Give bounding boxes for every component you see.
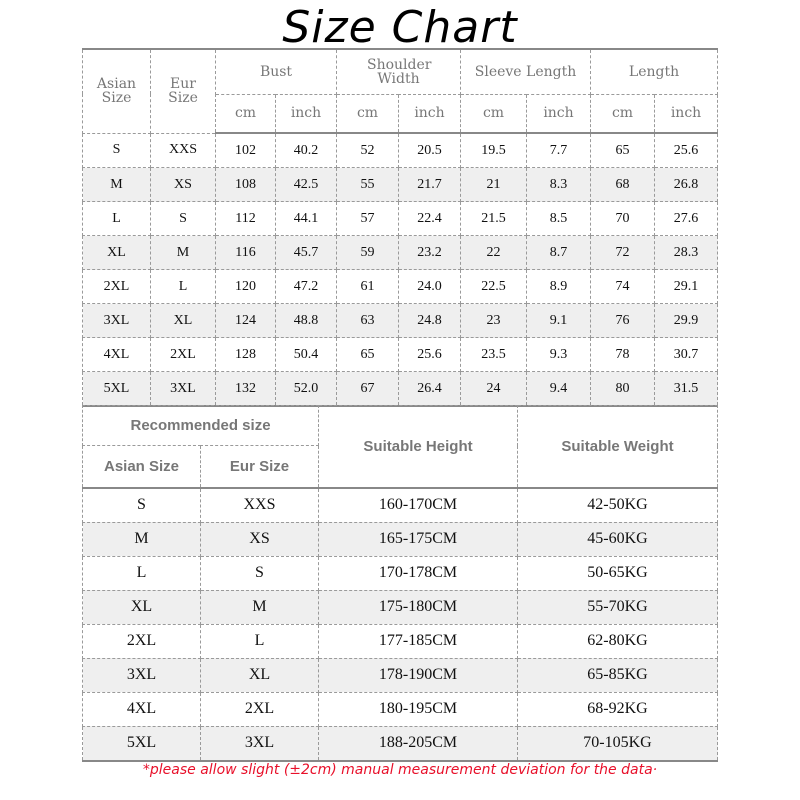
header-cm: cm (461, 94, 527, 133)
header-cm: cm (337, 94, 399, 133)
asian-size-cell: 2XL (83, 270, 151, 304)
asian-size-cell: 3XL (83, 658, 201, 692)
header-inch: inch (655, 94, 718, 133)
header-recommended-size: Recommended size (83, 406, 319, 446)
suitable-weight-cell: 42-50KG (518, 488, 718, 523)
header-asian-size: Asian Size (83, 49, 151, 133)
eur-size-cell: XS (151, 168, 216, 202)
asian-size-cell: 5XL (83, 726, 201, 761)
shoulder-cm-cell: 67 (337, 372, 399, 407)
header-inch: inch (527, 94, 591, 133)
sleeve-inch-cell: 9.4 (527, 372, 591, 407)
eur-size-cell: S (201, 556, 319, 590)
eur-size-cell: M (151, 236, 216, 270)
suitable-height-cell: 165-175CM (319, 522, 518, 556)
length-cm-cell: 78 (591, 338, 655, 372)
bust-cm-cell: 120 (216, 270, 276, 304)
measurement-table (82, 48, 718, 407)
length-inch-cell: 30.7 (655, 338, 718, 372)
sleeve-inch-cell: 7.7 (527, 133, 591, 168)
table-row (83, 372, 718, 407)
table-row (83, 522, 718, 556)
header-inch: inch (276, 94, 337, 133)
shoulder-inch-cell: 24.8 (399, 304, 461, 338)
sleeve-cm-cell: 24 (461, 372, 527, 407)
header-suitable-height: Suitable Height (319, 406, 518, 488)
length-inch-cell: 29.9 (655, 304, 718, 338)
bust-inch-cell: 47.2 (276, 270, 337, 304)
eur-size-cell: 3XL (151, 372, 216, 407)
eur-size-cell: XL (201, 658, 319, 692)
asian-size-cell: 3XL (83, 304, 151, 338)
bust-cm-cell: 132 (216, 372, 276, 407)
asian-size-cell: L (83, 202, 151, 236)
table-row (83, 590, 718, 624)
sleeve-inch-cell: 8.9 (527, 270, 591, 304)
asian-size-cell: 5XL (83, 372, 151, 407)
table-row (83, 133, 718, 168)
header-cm: cm (216, 94, 276, 133)
sleeve-cm-cell: 19.5 (461, 133, 527, 168)
eur-size-cell: S (151, 202, 216, 236)
suitable-height-cell: 175-180CM (319, 590, 518, 624)
sleeve-cm-cell: 22 (461, 236, 527, 270)
shoulder-inch-cell: 22.4 (399, 202, 461, 236)
suitable-height-cell: 170-178CM (319, 556, 518, 590)
shoulder-cm-cell: 65 (337, 338, 399, 372)
eur-size-cell: XXS (151, 133, 216, 168)
length-cm-cell: 68 (591, 168, 655, 202)
header-shoulder-width: Shoulder Width (337, 49, 461, 94)
asian-size-cell: 4XL (83, 338, 151, 372)
asian-size-cell: 2XL (83, 624, 201, 658)
sleeve-inch-cell: 8.5 (527, 202, 591, 236)
eur-size-cell: XL (151, 304, 216, 338)
eur-size-cell: L (151, 270, 216, 304)
header-bust: Bust (216, 49, 337, 94)
measurement-note: *please allow slight (±2cm) manual measurement deviation for the data· (142, 762, 658, 778)
length-cm-cell: 65 (591, 133, 655, 168)
sleeve-inch-cell: 9.3 (527, 338, 591, 372)
bust-inch-cell: 45.7 (276, 236, 337, 270)
length-inch-cell: 25.6 (655, 133, 718, 168)
eur-size-cell: XS (201, 522, 319, 556)
header-inch: inch (399, 94, 461, 133)
asian-size-cell: 4XL (83, 692, 201, 726)
suitable-height-cell: 180-195CM (319, 692, 518, 726)
length-inch-cell: 26.8 (655, 168, 718, 202)
asian-size-cell: XL (83, 236, 151, 270)
header-sleeve-length: Sleeve Length (461, 49, 591, 94)
table-row (83, 726, 718, 761)
bust-cm-cell: 128 (216, 338, 276, 372)
length-inch-cell: 31.5 (655, 372, 718, 407)
length-inch-cell: 27.6 (655, 202, 718, 236)
table-row (83, 270, 718, 304)
suitable-weight-cell: 70-105KG (518, 726, 718, 761)
sleeve-inch-cell: 9.1 (527, 304, 591, 338)
bust-inch-cell: 44.1 (276, 202, 337, 236)
length-cm-cell: 74 (591, 270, 655, 304)
bust-inch-cell: 48.8 (276, 304, 337, 338)
suitable-height-cell: 178-190CM (319, 658, 518, 692)
shoulder-inch-cell: 26.4 (399, 372, 461, 407)
shoulder-inch-cell: 25.6 (399, 338, 461, 372)
header-suitable-weight: Suitable Weight (518, 406, 718, 488)
asian-size-cell: L (83, 556, 201, 590)
header-length: Length (591, 49, 718, 94)
bust-inch-cell: 52.0 (276, 372, 337, 407)
suitable-weight-cell: 45-60KG (518, 522, 718, 556)
sleeve-cm-cell: 21.5 (461, 202, 527, 236)
sleeve-cm-cell: 23 (461, 304, 527, 338)
bust-inch-cell: 50.4 (276, 338, 337, 372)
page-title: Size Chart (282, 2, 518, 53)
table-row (83, 236, 718, 270)
length-cm-cell: 80 (591, 372, 655, 407)
sleeve-cm-cell: 22.5 (461, 270, 527, 304)
header-eur-size: Eur Size (201, 446, 319, 488)
table-row (83, 338, 718, 372)
bust-cm-cell: 112 (216, 202, 276, 236)
shoulder-inch-cell: 24.0 (399, 270, 461, 304)
sleeve-inch-cell: 8.7 (527, 236, 591, 270)
asian-size-cell: M (83, 168, 151, 202)
shoulder-inch-cell: 21.7 (399, 168, 461, 202)
table-row (83, 556, 718, 590)
asian-size-cell: M (83, 522, 201, 556)
length-cm-cell: 70 (591, 202, 655, 236)
length-inch-cell: 28.3 (655, 236, 718, 270)
eur-size-cell: 3XL (201, 726, 319, 761)
suitable-height-cell: 177-185CM (319, 624, 518, 658)
bust-inch-cell: 40.2 (276, 133, 337, 168)
shoulder-cm-cell: 57 (337, 202, 399, 236)
header-asian-size: Asian Size (83, 446, 201, 488)
sleeve-cm-cell: 23.5 (461, 338, 527, 372)
suitable-weight-cell: 68-92KG (518, 692, 718, 726)
bust-inch-cell: 42.5 (276, 168, 337, 202)
suitable-weight-cell: 62-80KG (518, 624, 718, 658)
suitable-height-cell: 188-205CM (319, 726, 518, 761)
suitable-weight-cell: 65-85KG (518, 658, 718, 692)
table-row (83, 304, 718, 338)
measurement-table-body (83, 133, 718, 406)
header-eur-size: Eur Size (151, 49, 216, 133)
table-row (83, 624, 718, 658)
length-cm-cell: 76 (591, 304, 655, 338)
bust-cm-cell: 116 (216, 236, 276, 270)
bust-cm-cell: 102 (216, 133, 276, 168)
table-row (83, 168, 718, 202)
shoulder-inch-cell: 23.2 (399, 236, 461, 270)
eur-size-cell: 2XL (201, 692, 319, 726)
length-cm-cell: 72 (591, 236, 655, 270)
bust-cm-cell: 108 (216, 168, 276, 202)
shoulder-cm-cell: 52 (337, 133, 399, 168)
header-cm: cm (591, 94, 655, 133)
eur-size-cell: M (201, 590, 319, 624)
shoulder-cm-cell: 61 (337, 270, 399, 304)
eur-size-cell: 2XL (151, 338, 216, 372)
suitable-weight-cell: 55-70KG (518, 590, 718, 624)
shoulder-cm-cell: 59 (337, 236, 399, 270)
eur-size-cell: XXS (201, 488, 319, 523)
asian-size-cell: S (83, 133, 151, 168)
table-row (83, 692, 718, 726)
sleeve-inch-cell: 8.3 (527, 168, 591, 202)
asian-size-cell: XL (83, 590, 201, 624)
table-row (83, 202, 718, 236)
suitable-weight-cell: 50-65KG (518, 556, 718, 590)
sleeve-cm-cell: 21 (461, 168, 527, 202)
length-inch-cell: 29.1 (655, 270, 718, 304)
shoulder-cm-cell: 63 (337, 304, 399, 338)
eur-size-cell: L (201, 624, 319, 658)
shoulder-cm-cell: 55 (337, 168, 399, 202)
shoulder-inch-cell: 20.5 (399, 133, 461, 168)
suitable-height-cell: 160-170CM (319, 488, 518, 523)
table-row (83, 488, 718, 523)
bust-cm-cell: 124 (216, 304, 276, 338)
recommended-size-table (82, 405, 718, 762)
recommended-size-table-body (83, 488, 718, 761)
asian-size-cell: S (83, 488, 201, 523)
table-row (83, 658, 718, 692)
